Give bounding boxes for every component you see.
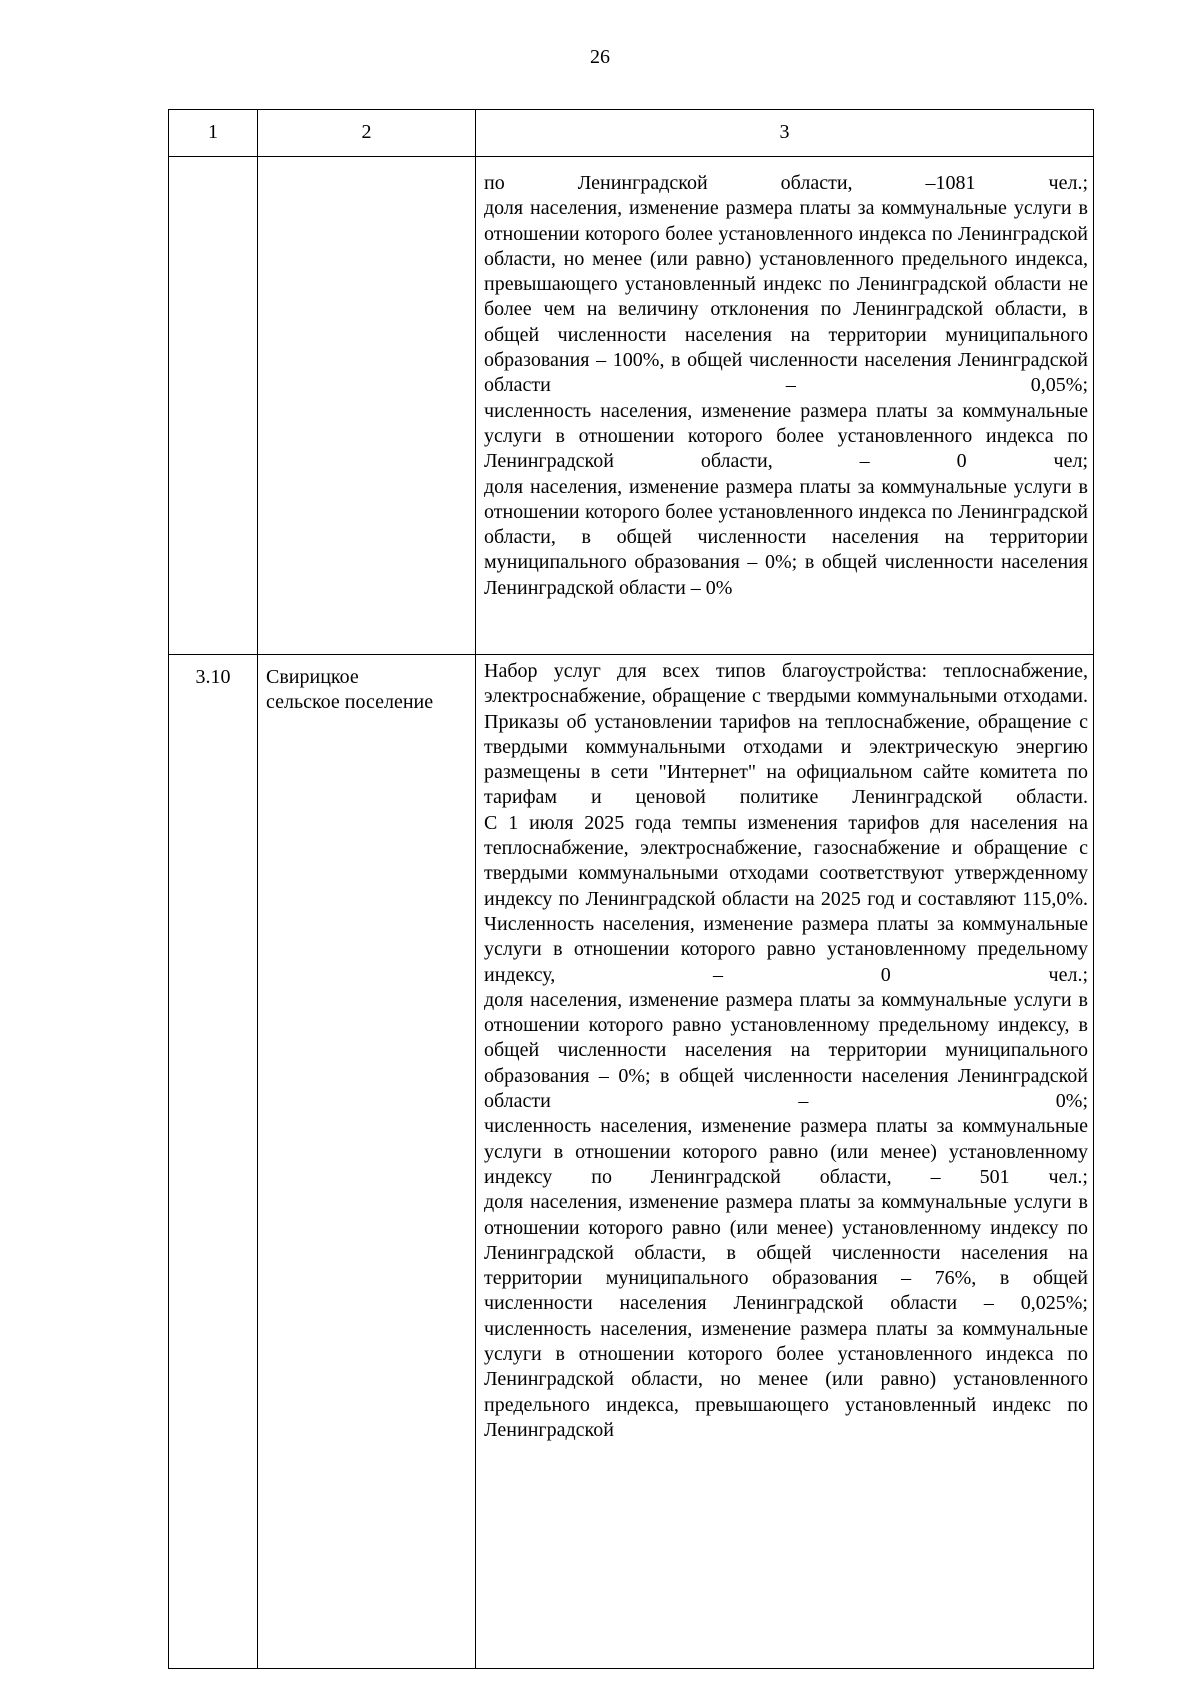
paragraph: по Ленинградской области, –1081 чел.; — [484, 172, 1088, 194]
paragraph: Приказы об установлении тарифов на теплоснабжение, обращение с твердыми коммунальными отходами и электрическую энергию размещены в сети "Интернет" на официальном сайте комитета по тарифам и ценовой политике Ленинградской области. — [484, 710, 1088, 809]
table-header-row — [169, 110, 1094, 157]
paragraph: доля населения, изменение размера платы за коммунальные услуги в отношении которого равно установленному предельному индексу, в общей численности населения на территории муниципального образования – 0%; в общей численности населения Ленинградской области – 0%; — [484, 988, 1088, 1113]
header-cell-1: 1 — [169, 110, 258, 157]
table-row — [169, 157, 1094, 655]
row-number-cell: 3.10 — [169, 655, 258, 1669]
table-row — [169, 655, 1094, 1669]
data-table — [168, 109, 1094, 1669]
header-cell-3: 3 — [476, 110, 1094, 157]
paragraph: численность населения, изменение размера платы за коммунальные услуги в отношении которого более установленного индекса по Ленинградской области, – 0 чел; — [484, 399, 1088, 473]
paragraph: численность населения, изменение размера платы за коммунальные услуги в отношении которого более установленного индекса по Ленинградской области, но менее (или равно) установленного предельного индекса, превышающего установленный индекс по Ленинградской — [484, 1317, 1088, 1441]
paragraph: Набор услуг для всех типов благоустройства: теплоснабжение, электроснабжение, обращение с твердыми коммунальными отходами. — [484, 660, 1088, 708]
paragraph: численность населения, изменение размера платы за коммунальные услуги в отношении которого равно (или менее) установленному индексу по Ленинградской области, – 501 чел.; — [484, 1115, 1088, 1188]
page-number: 26 — [590, 46, 610, 68]
municipality-cell — [258, 157, 476, 655]
paragraph: С 1 июля 2025 года темпы изменения тарифов для населения на теплоснабжение, электроснабжение, газоснабжение и обращение с твердыми коммунальными отходами соответствуют утвержденному индексу по Ленинградской области на 2025 год и составляют 115,0%. — [484, 811, 1088, 910]
paragraph: Численность населения, изменение размера платы за коммунальные услуги в отношении которого равно установленному предельному индексу, – 0 чел.; — [484, 912, 1088, 986]
description-cell — [476, 655, 1094, 1669]
municipality-name-line: Свирицкое — [266, 666, 359, 688]
row-number-cell — [169, 157, 258, 655]
paragraph: доля населения, изменение размера платы за коммунальные услуги в отношении которого более установленного индекса по Ленинградской области, в общей численности населения на территории муниципального образования – 0%; в общей численности населения Ленинградской области – 0% — [484, 475, 1088, 599]
paragraph: доля населения, изменение размера платы за коммунальные услуги в отношении которого более установленного индекса по Ленинградской области, но менее (или равно) установленного предельного индекса, превышающего установленный индекс по Ленинградской области не более чем на величину отклонения по Ленинградской области, в общей численности населения на территории муниципального образования – 100%, в общей численности населения Ленинградской области – 0,05%; — [484, 197, 1088, 397]
municipality-cell — [258, 655, 476, 1669]
description-cell — [476, 157, 1094, 655]
paragraph: доля населения, изменение размера платы за коммунальные услуги в отношении которого равно (или менее) установленному индексу по Ленинградской области, в общей численности населения на территории муниципального образования – 76%, в общей численности населения Ленинградской области – 0,025%; — [484, 1191, 1088, 1315]
municipality-name-line: сельское поселение — [266, 691, 434, 714]
header-cell-2: 2 — [258, 110, 476, 157]
